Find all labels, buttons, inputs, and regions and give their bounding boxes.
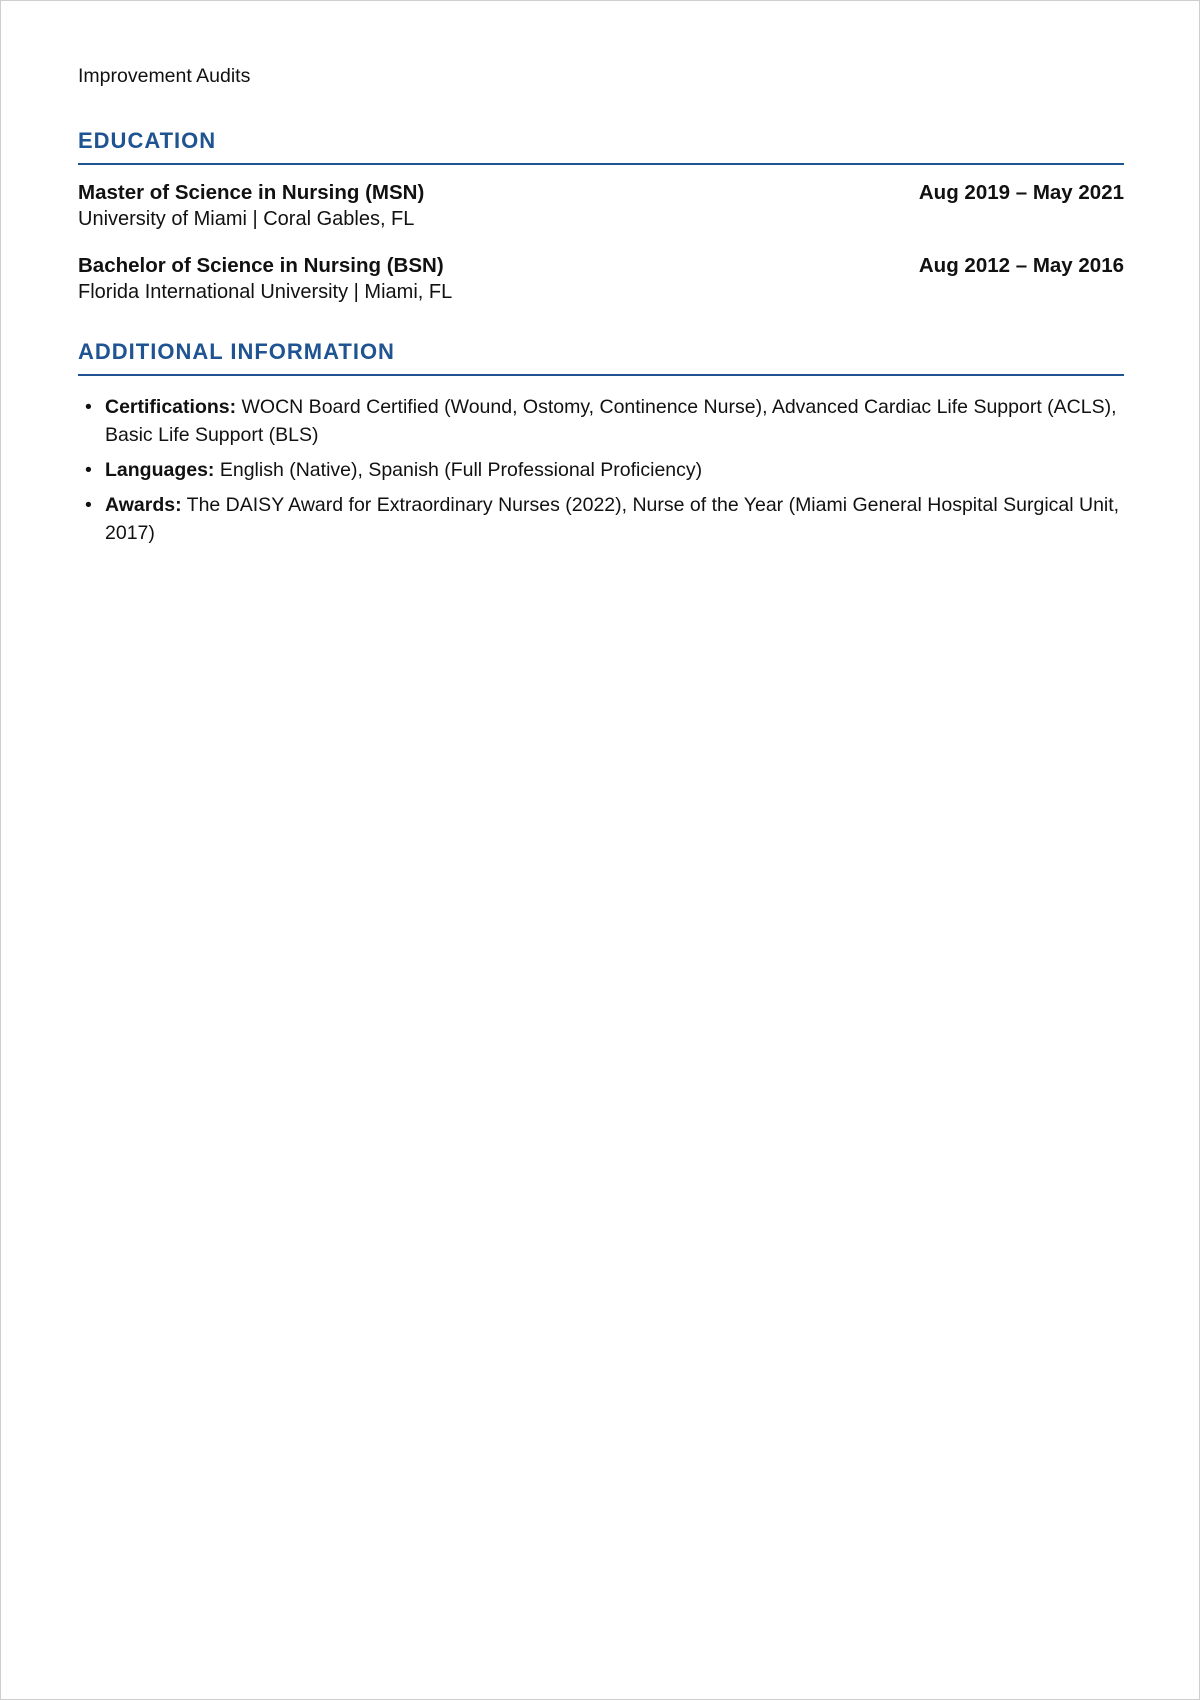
certifications-item <box>85 393 1124 449</box>
education-entry-header <box>78 180 1124 206</box>
degree-dates: Aug 2019 – May 2021 <box>918 181 1124 204</box>
education-entry-header <box>78 253 1124 279</box>
info-text: WOCN Board Certified (Wound, Ostomy, Continence Nurse), Advanced Cardiac Life Support (ACLS), Basic Life Support (BLS) <box>105 396 1117 446</box>
info-label: Awards: <box>105 494 182 516</box>
education-heading: EDUCATION <box>78 127 1124 165</box>
bullet-icon: • <box>85 494 92 516</box>
education-entry <box>78 180 1124 232</box>
carryover-text: Improvement Audits <box>78 65 251 87</box>
degree-title: Bachelor of Science in Nursing (BSN) <box>78 254 444 277</box>
awards-item <box>85 491 1124 547</box>
education-entry <box>78 253 1124 305</box>
school-location: Florida International University | Miami, FL <box>78 281 453 303</box>
additional-info-heading: ADDITIONAL INFORMATION <box>78 338 1124 376</box>
additional-info-list <box>78 393 1124 554</box>
info-text: The DAISY Award for Extraordinary Nurses (2022), Nurse of the Year (Miami General Hospital Surgical Unit, 2017) <box>105 494 1120 544</box>
bullet-icon: • <box>85 459 92 481</box>
info-label: Languages: <box>105 459 215 481</box>
degree-title: Master of Science in Nursing (MSN) <box>78 181 425 204</box>
degree-dates: Aug 2012 – May 2016 <box>918 254 1124 277</box>
languages-item <box>85 456 1124 484</box>
info-label: Certifications: <box>105 396 237 418</box>
info-text: English (Native), Spanish (Full Professional Proficiency) <box>214 459 703 481</box>
bullet-icon: • <box>85 396 92 418</box>
school-location: University of Miami | Coral Gables, FL <box>78 208 415 230</box>
